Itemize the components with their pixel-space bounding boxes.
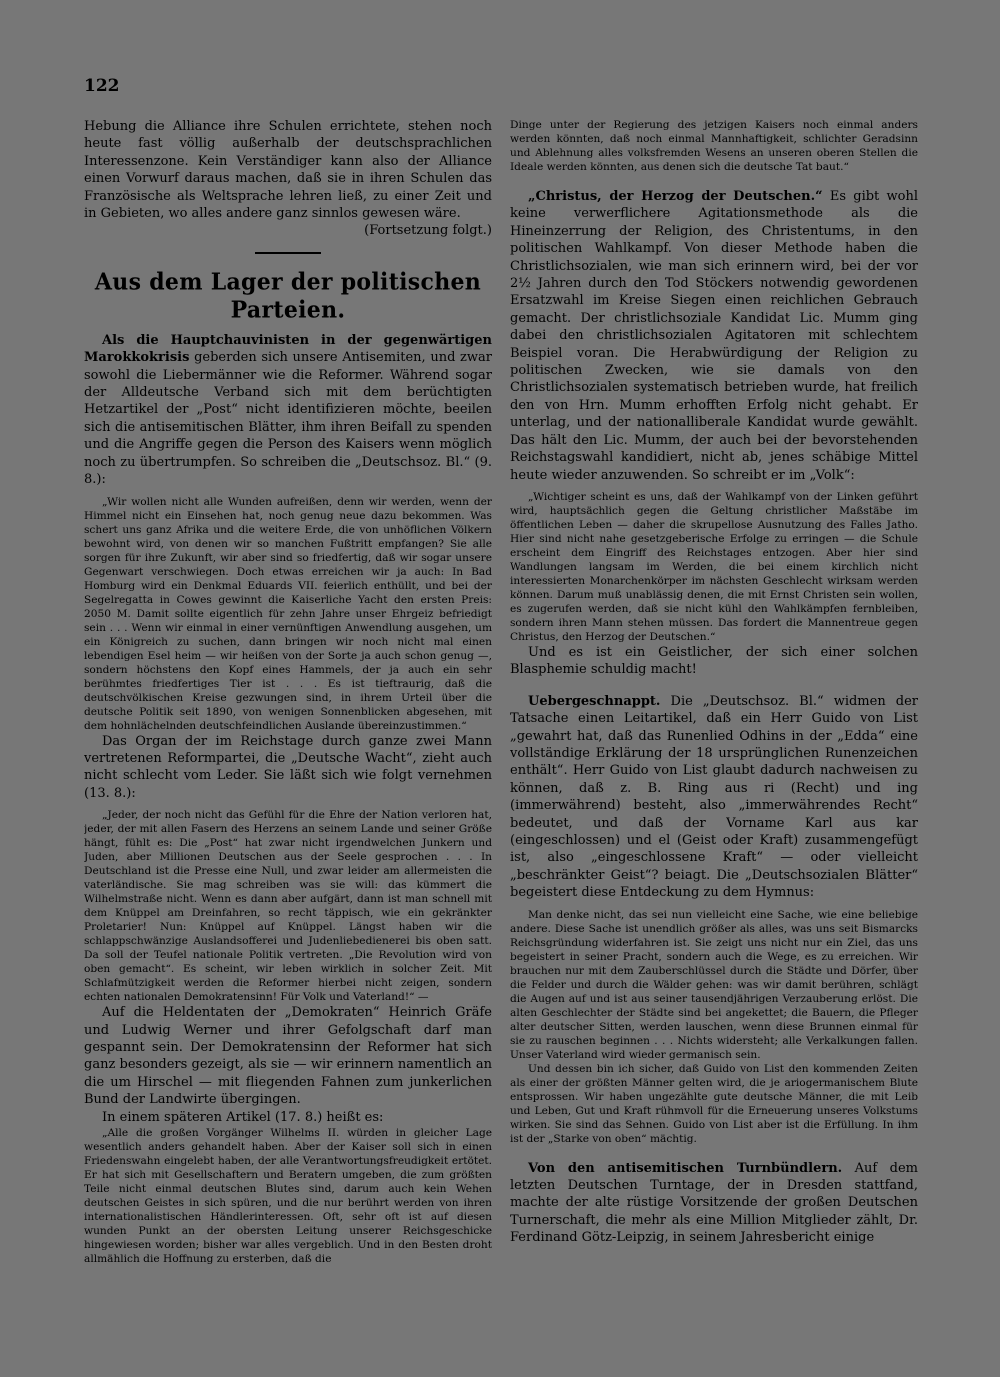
paragraph: Auf die Heldentaten der „Demokraten“ Heinrich Gräfe und Ludwig Werner und ihrer Gefolgschaft darf man gespannt sein. Der Demokratensinn der Reformer hat sich ganz besonders gezeigt, als sie — wir erinnern namentlich an die um Hirschel — mit fliegenden Fahnen zum junkerlichen Bund der Landwirte übergingen. [84,1005,492,1108]
paragraph-lead: Uebergeschnappt. [528,693,661,709]
quotation: Dinge unter der Regierung des jetzigen Kaisers noch einmal anders werden könnten, daß noch einmal Mannhaftigkeit, schlichter Geradsinn und Ablehnung alles volksfremden Wesens an unseren oberen Stellen die Ideale werden könnten, aus denen sich die deutsche Tat baut.“ [510,119,918,173]
paragraph-lead: Als die Hauptchauvinisten in der gegenwärtigen Marokkokrisis [84,332,492,366]
quotation: „Alle die großen Vorgänger Wilhelms II. würden in gleicher Lage wesentlich anders gehandelt haben. Aber der Kaiser soll sich in einen Friedenswahn eingelebt haben, der alle Verantwortungsfreudigkeit ertötet. Er hat sich mit Gesellschaftern und Beratern umgeben, die zum größten Teile nicht einmal deutschen Blutes sind, darum auch kein Wehen deutschen Geistes in sich spüren, und die nur berührt werden von ihren internationalistischen Händlerinteressen. Oft, sehr oft ist auf diesen wunden Punkt an der obersten Leitung unserer Reichsgeschicke hingewiesen worden; bisher war alles vergeblich. Und in den Besten droht allmählich die Hoffnung zu ersterben, daß die [84,1126,492,1265]
paragraph [510,1160,918,1247]
section-heading: Aus dem Lager der politischen Parteien. [94,267,482,324]
quotation: Und dessen bin ich sicher, daß Guido von List den kommenden Zeiten als einer der größten Männer gelten wird, die je ariogermanischem Blute entsprossen. Wir haben ungezählte gute deutsche Männer, die mit Leib und Leben, Gut und Kraft rühmvoll für die Erneuerung unseres Volkstums wirken. Sie sind das Sehnen. Guido von List aber ist die Erfüllung. In ihm ist der „Starke von oben“ mächtig. [510,1062,918,1145]
right-column [510,118,918,1303]
paragraph: In einem späteren Artikel (17. 8.) heißt es: [102,1109,384,1125]
quotation: „Jeder, der noch nicht das Gefühl für die Ehre der Nation verloren hat, jeder, der mit allen Fasern des Herzens an seinem Lande und seiner Größe hängt, fühlt es: Die „Post“ hat zwar nicht irgendwelchen Junkern und Juden, aber Millionen Deutschen aus der Seele gesprochen . . . In Deutschland ist die Presse eine Null, und zwar leider am allermeisten die vaterländische. Sie mag schreiben was sie will: das kümmert die Wilhelmstraße nicht. Wenn es dann aber aufgärt, dann ist man schnell mit dem Knüppel am Dreinfahren, so recht täppisch, wie ein gekränkter Proletarier! Nun: Knüppel auf Knüppel. Längst haben wir die schlappschwänzige Auslandsofferei und Judenliebedienerei bis oben satt. Da soll der Teufel nationale Politik vertreten. „Die Revolution wird von oben gemacht“. Es scheint, wir leben wirklich in solcher Zeit. Mit Schlafmützigkeit werden die Reformer hierbei nicht zeigen, sondern echten nationalen Demokratensinn! Für Volk und Vaterland!“ — [84,809,492,1004]
continuation-note: (Fortsetzung folgt.) [364,223,492,239]
paragraph: Und es ist ein Geistlicher, der sich einer solchen Blasphemie schuldig macht! [510,644,918,678]
paragraph [510,188,918,484]
paragraph: Hebung die Alliance ihre Schulen errichtete, stehen noch heute fast völlig außerhalb der deutschsprachlichen Interessenzone. Kein Verständiger kann also der Alliance einen Vorwurf daraus machen, daß sie in ihren Schulen das Französische als Weltsprache lehren ließ, zu einer Zeit und in Gebieten, wo alles andere ganz sinnlos gewesen wäre. [84,119,492,222]
paragraph-text: Auf dem letzten Deutschen Turntage, der in Dresden stattfand, machte der alte rüstige Vorsitzende der großen Deutschen Turnerschaft, die mehr als eine Million Mitglieder zählt, Dr. Ferdinand Götz-Leipzig, in seinem Jahresbericht einige [510,1160,918,1246]
section-divider [255,252,321,254]
paragraph-lead: „Christus, der Herzog der Deutschen.“ [528,189,823,204]
quotation: „Wichtiger scheint es uns, daß der Wahlkampf von der Linken geführt wird, hauptsächlich gegen die Geltung christlicher Maßstäbe im öffentlichen Leben — daher die skrupellose Ausnutzung des Falles Jatho. Hier sind nicht nahe gesetzgeberische Erfolge zu erringen — die Schule erscheint dem Eingriff des Reichstages entzogen. Aber hier sind Wandlungen langsam im Werden, die bei einem kirchlich nicht interessierten Monarchenkörper im nächsten Geschlecht wirksam werden können. Darum muß unablässig denen, die mit Ernst Christen sein wollen, es zugerufen werden, daß sie nicht kühl den Wahlkämpfen fernbleiben, sondern ihren Mann stehen müssen. Das fordert die Mannentreue gegen Christus, den Herzog der Deutschen.“ [510,490,918,643]
quotation: „Wir wollen nicht alle Wunden aufreißen, denn wir werden, wenn der Himmel nicht ein Einsehen hat, noch genug neue dazu bekommen. Was schert uns ganz Afrika und die weitere Erde, die von unhöflichen Völkern bewohnt wird, von denen wir so manchen Fußtritt empfangen? Sie alle sorgen für ihre Zukunft, wir aber sind so friedfertig, daß wir sogar unsere Gegenwart verschwiegen. Doch etwas erreichen wir ja auch: In Bad Homburg wird ein Denkmal Eduards VII. feierlich enthüllt, und bei der Segelregatta in Cowes gewinnt die Kaiserliche Yacht den ersten Preis: 2050 M. Damit sollte eigentlich für zehn Jahre unser Ehrgeiz befriedigt sein . . . Wenn wir einmal in einer vernünftigen Anwendlung ausgehen, um ein Königreich zu suchen, dann bringen wir noch nicht mal einen lebendigen Esel heim — wir heißen von der Sorte ja auch schon genug —, sondern höchstens den Kopf eines Hammels, der ja auch ein sehr berühmtes friedfertiges Tier ist . . . Es ist tieftraurig, daß die deutschvölkischen Kreise gezwungen sind, in ihrem Urteil über die deutsche Politik seit 1890, von wenigen Sonnenblicken abgesehen, mit dem hohnlächelnden deutschfeindlichen Auslande übereinzustimmen.“ [84,495,492,732]
paragraph-text: Es gibt wohl keine verwerflichere Agitationsmethode als die Hineinzerrung der Religion, des Christentums, in den politischen Wahlkampf. Von dieser Methode haben die Christlichsozialen, wie man sich erinnern wird, bei der vor 2½ Jahren durch den Tod Stöckers notwendig gewordenen Ersatzwahl im Kreise Siegen einen reichlichen Gebrauch gemacht. Der christlichsoziale Kandidat Lic. Mumm ging dabei den christlichsozialen Agitatoren mit schlechtem Beispiel voran. Die Herabwürdigung der Religion zu politischen Zwecken, wie sie damals von den Christlichsozialen systematisch betrieben wurde, hat freilich den von Hrn. Mumm erhofften Erfolg nicht gehabt. Er unterlag, und der nationalliberale Kandidat wurde gewählt. Das hält den Lic. Mumm, der auch bei der bevorstehenden Reichstagswahl kandidiert, nicht ab, jenes schäbige Mittel heute wieder anzuwenden. So schreibt er im „Volk“: [510,189,918,483]
paragraph [510,693,918,902]
paragraph [84,332,492,489]
paragraph: Das Organ der im Reichstage durch ganze zwei Mann vertretenen Reformpartei, die „Deutsche Wacht“, zieht auch nicht schlecht vom Leder. Sie läßt sich wie folgt vernehmen (13. 8.): [84,733,492,801]
paragraph-text: Die „Deutschsoz. Bl.“ widmen der Tatsache einen Leitartikel, daß ein Herr Guido von List „gewahrt hat, daß das Runenlied Odhins in der „Edda“ eine vollständige Erklärung der 18 ursprünglichen Runenzeichen enthält“. Herr Guido von List glaubt dadurch nachweisen zu können, daß z. B. Ring aus ri (Recht) und ing (immerwährend) besteht, also „immerwährendes Recht“ bedeutet, und daß der Vorname Karl aus kar (eingeschlossen) und el (Geist oder Kraft) zusammengefügt ist, also „eingeschlossene Kraft“ — oder vielleicht „beschränkter Geist“? beiagt. Die „Deutschsozialen Blätter“ begeistert diese Entdeckung zu dem Hymnus: [510,693,918,901]
quotation: Man denke nicht, das sei nun vielleicht eine Sache, wie eine beliebige andere. Diese Sache ist unendlich größer als alles, was uns seit Bismarcks Reichsgründung widerfahren ist. Sie zeigt uns nicht nur ein Ziel, das uns begeistert in seiner Pracht, sondern auch die Wege, es zu erreichen. Wir brauchen nur mit dem Zauberschlüssel durch die Städte und Dörfer, über die Felder und durch die Wälder gehen: was wir damit berühren, schlägt die Augen auf und ist aus seiner tausendjährigen Verzauberung erlöst. Die alten Geschlechter der Städte sind bei angekettet; die Bauern, die Pfleger alter deutscher Sitten, werden lauschen, wenn diese Brunnen einmal für sie zu rauschen beginnen . . . Nichts widersteht; alle Verkalkungen fallen. Unser Vaterland wird wieder germanisch sein. [510,908,918,1061]
paragraph-text: geberden sich unsere Antisemiten, und zwar sowohl die Liebermänner wie die Reformer. Während sogar der Alldeutsche Verband sich mit dem berüchtigten Hetzartikel der „Post“ nicht identifizieren möchte, beeilen sich die antisemitischen Blätter, ihm ihren Beifall zu spenden und die Angriffe gegen die Person des Kaisers wenn möglich noch zu übertrumpfen. So schreiben die „Deutschsoz. Bl.“ (9. 8.): [84,350,492,488]
page-number: 122 [84,76,120,96]
paragraph-lead: Von den antisemitischen Turnbündlern. [528,1160,843,1176]
left-column [84,118,492,1303]
